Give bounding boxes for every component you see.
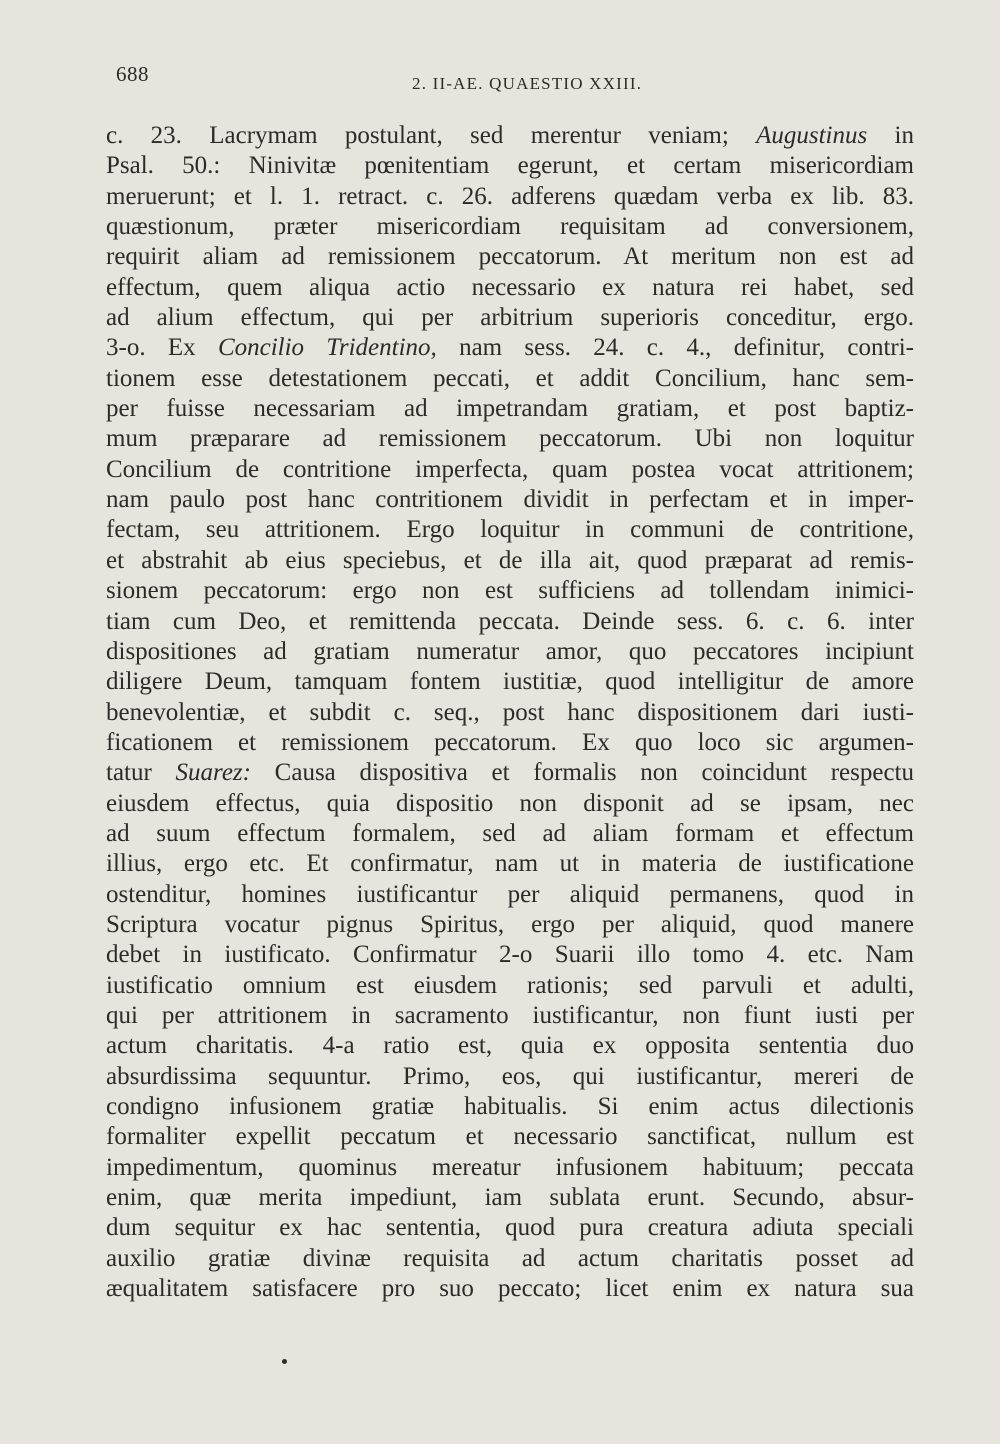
text-line: ad suum effectum formalem, sed ad aliam formam et effectum [106,819,914,847]
text-line: dum sequitur ex hac sententia, quod pura creatura adiuta speciali [106,1214,914,1242]
text-line: formaliter expellit peccatum et necessario sanctificat, nullum est [106,1123,914,1151]
text-line: tatur Suarez: Causa dispositiva et formalis non coincidunt respectu [106,759,914,787]
text-line: tionem esse detestationem peccati, et addit Concilium, hanc sem- [106,364,914,392]
text-line: nam paulo post hanc contritionem dividit in perfectam et in imper- [106,486,914,514]
text-line: mum præparare ad remissionem peccatorum. Ubi non loquitur [106,425,914,453]
text-line: Scriptura vocatur pignus Spiritus, ergo per aliquid, quod manere [106,910,914,938]
text-line: ostenditur, homines iustificantur per aliquid permanens, quod in [106,880,914,908]
text-line: enim, quæ merita impediunt, iam sublata erunt. Secundo, absur- [106,1184,914,1212]
text-line: fectam, seu attritionem. Ergo loquitur in communi de contritione, [106,516,914,544]
text-line: tiam cum Deo, et remittenda peccata. Deinde sess. 6. c. 6. inter [106,607,914,635]
page-number: 688 [116,62,149,86]
text-line: iustificatio omnium est eiusdem rationis; sed parvuli et adulti, [106,971,914,999]
text-line: requirit aliam ad remissionem peccatorum. At meritum non est ad [106,243,914,271]
text-line: diligere Deum, tamquam fontem iustitiæ, quod intelligitur de amore [106,668,914,696]
text-line: dispositiones ad gratiam numeratur amor, quo peccatores incipiunt [106,637,914,665]
text-line: auxilio gratiæ divinæ requisita ad actum charitatis posset ad [106,1244,914,1272]
text-line: quæstionum, præter misericordiam requisitam ad conversionem, [106,213,914,241]
text-line: sionem peccatorum: ergo non est sufficiens ad tollendam inimici- [106,577,914,605]
text-line: 3-o. Ex Concilio Tridentino, nam sess. 24. c. 4., definitur, contri- [106,334,914,362]
text-line: ficationem et remissionem peccatorum. Ex quo loco sic argumen- [106,728,914,756]
text-line: ad alium effectum, qui per arbitrium superioris conceditur, ergo. [106,304,914,332]
text-line: illius, ergo etc. Et confirmatur, nam ut in materia de iustificatione [106,850,914,878]
text-line: Concilium de contritione imperfecta, quam postea vocat attritionem; [106,455,914,483]
text-line: æqualitatem satisfacere pro suo peccato; licet enim ex natura sua [106,1275,914,1303]
text-line: meruerunt; et l. 1. retract. c. 26. adferens quædam verba ex lib. 83. [106,182,914,210]
text-line: debet in iustificato. Confirmatur 2-o Suarii illo tomo 4. etc. Nam [106,941,914,969]
body-text [106,121,914,1304]
text-line: impedimentum, quominus mereatur infusionem habituum; peccata [106,1153,914,1181]
text-line: actum charitatis. 4-a ratio est, quia ex opposita sententia duo [106,1032,914,1060]
page-header [116,56,906,96]
text-line: effectum, quem aliqua actio necessario ex natura rei habet, sed [106,273,914,301]
text-line: et abstrahit ab eius speciebus, et de illa ait, quod præparat ad remis- [106,546,914,574]
running-head: 2. II-AE. QUAESTIO XXIII. [412,74,643,93]
ink-dot [282,1359,287,1364]
text-line: qui per attritionem in sacramento iustificantur, non fiunt iusti per [106,1001,914,1029]
text-line: eiusdem effectus, quia dispositio non disponit ad se ipsam, nec [106,789,914,817]
text-line: per fuisse necessariam ad impetrandam gratiam, et post baptiz- [106,395,914,423]
text-line: absurdissima sequuntur. Primo, eos, qui iustificantur, mereri de [106,1062,914,1090]
text-line: benevolentiæ, et subdit c. seq., post hanc dispositionem dari iusti- [106,698,914,726]
text-line: condigno infusionem gratiæ habitualis. Si enim actus dilectionis [106,1093,914,1120]
text-line: c. 23. Lacrymam postulant, sed merentur veniam; Augustinus in [106,122,914,149]
text-line: Psal. 50.: Ninivitæ pœnitentiam egerunt, et certam misericordiam [106,152,914,180]
